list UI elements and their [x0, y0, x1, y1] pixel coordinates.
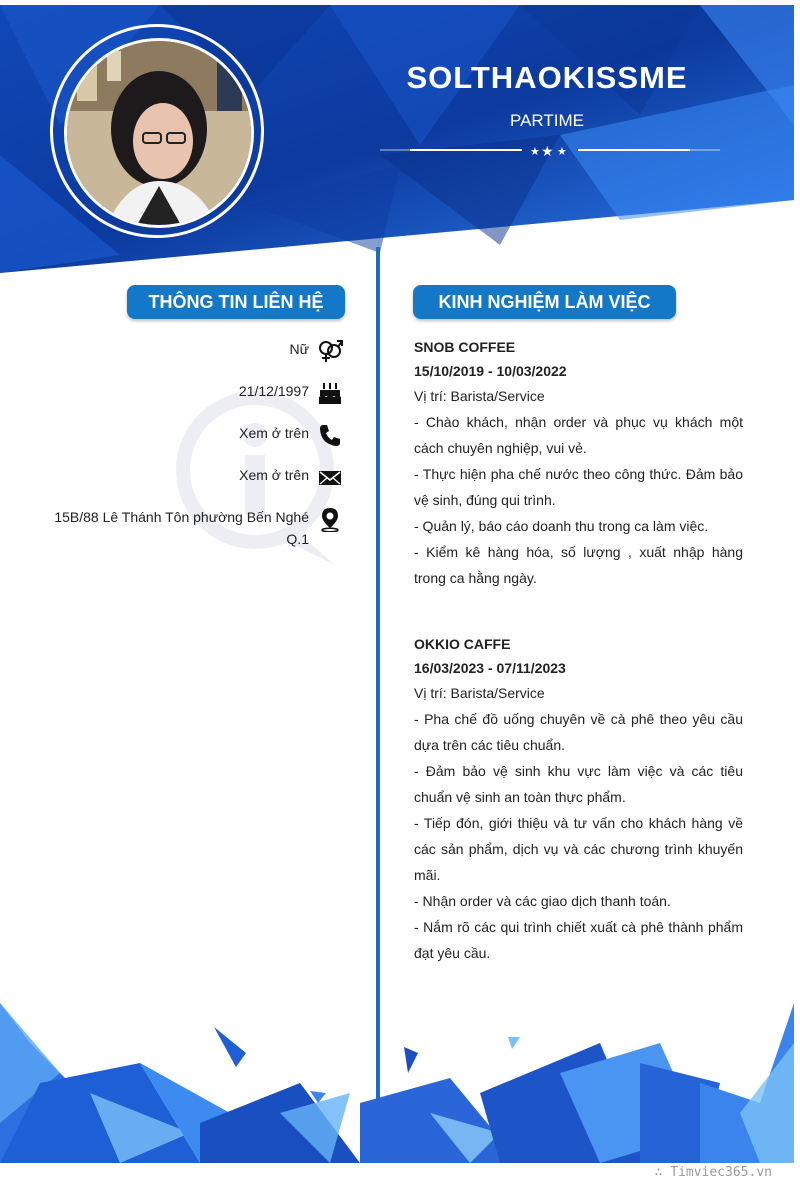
- svg-text:★: ★: [530, 145, 540, 158]
- cv-sheet: [0, 5, 794, 1163]
- job-duty: - Tiếp đón, giới thiệu và tư vấn cho khách hàng về các sản phẩm, dịch vụ và các chương trình khuyến mãi.: [414, 815, 743, 883]
- phone-value: Xem ở trên: [239, 425, 309, 441]
- avatar: [64, 38, 254, 228]
- gender-value: Nữ: [289, 341, 309, 357]
- job-duty: - Nhận order và các giao dịch thanh toán.: [414, 893, 671, 909]
- cake-icon: [317, 380, 343, 406]
- svg-text:★: ★: [541, 144, 554, 159]
- job-entry-1: [414, 335, 743, 591]
- job-duty: - Pha chế đồ uống chuyên về cà phê theo yêu cầu dựa trên các tiêu chuẩn.: [414, 711, 743, 753]
- job-entry-2: [414, 632, 743, 966]
- svg-text:★: ★: [557, 145, 567, 158]
- contact-section-title: THÔNG TIN LIÊN HỆ: [127, 285, 345, 319]
- envelope-icon: [317, 464, 343, 490]
- job-company: SNOB COFFEE: [414, 339, 516, 355]
- profile-role: PARTIME: [510, 111, 584, 130]
- job-duty: - Chào khách, nhận order và phục vụ khách một cách chuyên nghiệp, vui vẻ.: [414, 414, 743, 456]
- job-position: Vị trí: Barista/Service: [414, 388, 545, 404]
- job-duty: - Kiểm kê hàng hóa, số lượng , xuất nhập hàng trong ca hằng ngày.: [414, 544, 743, 586]
- birthday-value: 21/12/1997: [238, 383, 309, 399]
- footer-brand: ∴ Timviec365.vn: [654, 1165, 772, 1180]
- experience-section-title: KINH NGHIỆM LÀM VIỆC: [413, 285, 676, 319]
- profile-name: SOLTHAOKISSME: [406, 60, 688, 95]
- email-value: Xem ở trên: [239, 467, 309, 483]
- location-pin-icon: [317, 506, 343, 532]
- job-duty: - Quản lý, báo cáo doanh thu trong ca làm việc.: [414, 518, 709, 534]
- phone-icon: [317, 422, 343, 448]
- job-duty: - Nắm rõ các qui trình chiết xuất cà phê thành phẩm đạt yêu cầu.: [414, 919, 743, 961]
- gender-icon: [317, 338, 343, 364]
- bottom-decoration: [0, 983, 794, 1163]
- job-company: OKKIO CAFFE: [414, 636, 511, 652]
- job-dates: 16/03/2023 - 07/11/2023: [414, 660, 566, 676]
- job-duty: - Đảm bảo vệ sinh khu vực làm việc và các tiêu chuẩn vệ sinh an toàn thực phẩm.: [414, 763, 743, 805]
- address-value: 15B/88 Lê Thánh Tôn phường Bến Nghé Q.1: [54, 509, 309, 547]
- avatar-photo: [67, 41, 251, 225]
- job-position: Vị trí: Barista/Service: [414, 685, 545, 701]
- stars-divider: [380, 141, 720, 159]
- job-dates: 15/10/2019 - 10/03/2022: [414, 363, 567, 379]
- job-duty: - Thực hiện pha chế nước theo công thức. Đảm bảo vệ sinh, đúng qui trình.: [414, 466, 743, 508]
